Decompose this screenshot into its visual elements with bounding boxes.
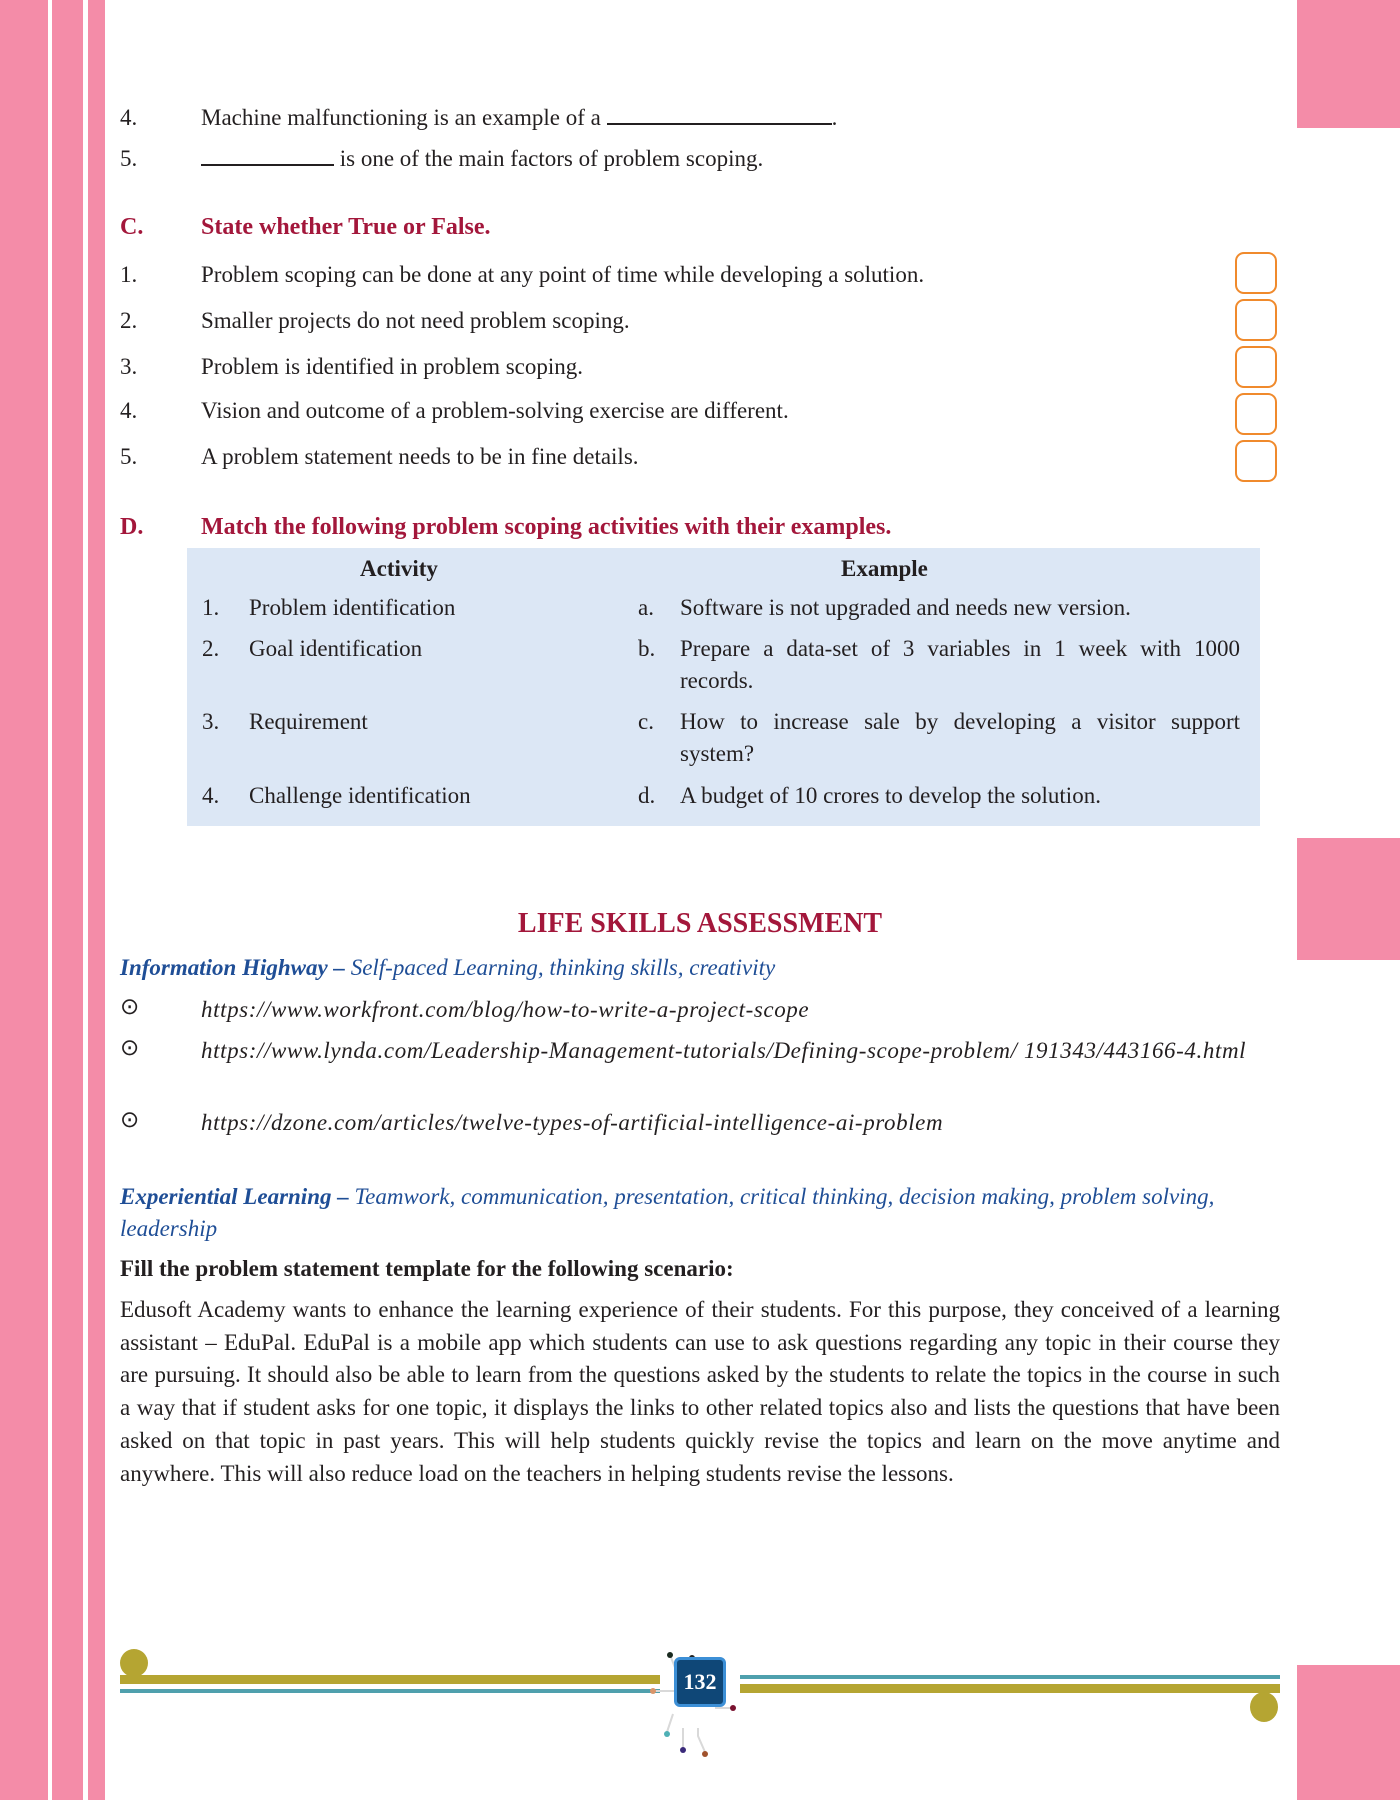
example-letter: c. [638, 709, 654, 734]
activity-name: Problem identification [249, 595, 456, 620]
blank-line [201, 144, 334, 166]
bullet-icon: ⊙ [120, 1035, 140, 1060]
exp-description: Teamwork, communication, presentation, critical thinking, decision making, problem solving, leadership [120, 1184, 1215, 1241]
link-item [120, 994, 1280, 1025]
item-number: 3. [120, 354, 138, 379]
scenario-paragraph: Edusoft Academy wants to enhance the learning experience of their students. For this purpose, they conceived of a learning assistant – EduPal. EduPal is a mobile app which students can use to ask questions regarding any topic in their course they are pursuing. It should also be able to learn from the questions asked by the students to relate the topics in the course in such a way that if student asks for one topic, it displays the links to other related topics also and lists the questions that have been asked on that topic in past years. This will help students quickly revise the topics and learn on the move anytime and anywhere. This will also reduce load on the teachers in helping students revise the lessons. [120, 1297, 1280, 1486]
example-item [638, 706, 1240, 770]
exp-label: Experiential Learning – [120, 1184, 349, 1209]
item-number: 1. [120, 262, 138, 287]
example-text: A budget of 10 crores to develop the solution. [680, 783, 1101, 808]
match-table [187, 548, 1260, 826]
footer-line [740, 1684, 1280, 1693]
item-text: Problem is identified in problem scoping. [201, 354, 584, 379]
activity-number: 1. [202, 595, 220, 620]
section-letter: D. [120, 514, 144, 540]
example-letter: d. [638, 783, 656, 808]
true-false-item [120, 261, 924, 289]
link-item [120, 1035, 1280, 1066]
example-item [638, 633, 1240, 697]
item-number: 5. [120, 146, 138, 171]
item-number: 5. [120, 444, 138, 469]
example-letter: b. [638, 636, 656, 661]
example-text: How to increase sale by developing a visitor support system? [680, 709, 1240, 766]
left-decor-strip [52, 0, 83, 1800]
section-d-heading [120, 513, 891, 541]
footer-dot [120, 1649, 148, 1677]
true-false-item [120, 443, 639, 471]
example-letter: a. [638, 595, 654, 620]
example-text: Software is not upgraded and needs new version. [680, 595, 1131, 620]
section-c-heading [120, 213, 491, 241]
example-item [638, 592, 1240, 624]
section-title: State whether True or False. [201, 214, 491, 240]
item-text: Smaller projects do not need problem scoping. [201, 308, 630, 333]
footer-line [740, 1675, 1280, 1679]
section-letter: C. [120, 214, 144, 240]
blank-line [607, 103, 832, 125]
answer-box[interactable] [1235, 440, 1277, 482]
example-item [638, 780, 1240, 812]
experiential-learning-line [120, 1181, 1280, 1245]
bullet-icon: ⊙ [120, 1107, 140, 1132]
fill-blank-item [120, 103, 837, 132]
life-skills-title: LIFE SKILLS ASSESSMENT [517, 908, 883, 939]
footer-line [120, 1675, 660, 1684]
column-header-activity: Activity [360, 556, 438, 581]
task-heading: Fill the problem statement template for the following scenario: [120, 1256, 734, 1281]
activity-number: 2. [202, 636, 220, 661]
fill-blank-item [120, 144, 763, 173]
activity-name: Challenge identification [249, 783, 471, 808]
activity-number: 3. [202, 709, 220, 734]
item-text: . [831, 105, 838, 130]
true-false-item [120, 353, 583, 381]
true-false-item [120, 397, 789, 425]
left-decor-strip [88, 0, 105, 1800]
resource-link[interactable]: https://www.lynda.com/Leadership-Management-tutorials/Defining-scope-problem/ 191343/443166-4.html [201, 1038, 1247, 1063]
resource-link[interactable]: https://www.workfront.com/blog/how-to-write-a-project-scope [201, 997, 810, 1022]
answer-box[interactable] [1235, 299, 1277, 341]
answer-box[interactable] [1235, 393, 1277, 435]
answer-box[interactable] [1235, 252, 1277, 294]
bullet-icon: ⊙ [120, 994, 140, 1019]
footer-line [120, 1689, 660, 1693]
column-header-example: Example [841, 556, 928, 581]
information-highway-line [120, 955, 775, 981]
item-number: 2. [120, 308, 138, 333]
footer-dot [1250, 1692, 1278, 1722]
section-title: Match the following problem scoping activities with their examples. [201, 514, 892, 540]
item-text: Problem scoping can be done at any point of time while developing a solution. [201, 262, 925, 287]
example-text: Prepare a data-set of 3 variables in 1 week with 1000 records. [680, 636, 1240, 693]
right-decor-block [1297, 1665, 1400, 1800]
link-item [120, 1107, 1280, 1138]
info-description: Self-paced Learning, thinking skills, creativity [344, 955, 776, 980]
info-label: Information Highway – [120, 955, 345, 980]
item-text: is one of the main factors of problem scoping. [334, 146, 764, 171]
right-decor-block [1297, 0, 1400, 128]
true-false-item [120, 307, 630, 335]
item-number: 4. [120, 105, 138, 130]
page-number: 132 [674, 1657, 726, 1707]
item-text: A problem statement needs to be in fine details. [201, 444, 639, 469]
answer-box[interactable] [1235, 346, 1277, 388]
item-text: Machine malfunctioning is an example of a [201, 105, 607, 130]
right-decor-block [1297, 838, 1400, 960]
item-number: 4. [120, 398, 138, 423]
activity-name: Goal identification [249, 636, 423, 661]
activity-name: Requirement [249, 709, 368, 734]
left-decor-strip [0, 0, 48, 1800]
activity-number: 4. [202, 783, 220, 808]
resource-link[interactable]: https://dzone.com/articles/twelve-types-of-artificial-intelligence-ai-problem [201, 1110, 944, 1135]
item-text: Vision and outcome of a problem-solving exercise are different. [201, 398, 789, 423]
